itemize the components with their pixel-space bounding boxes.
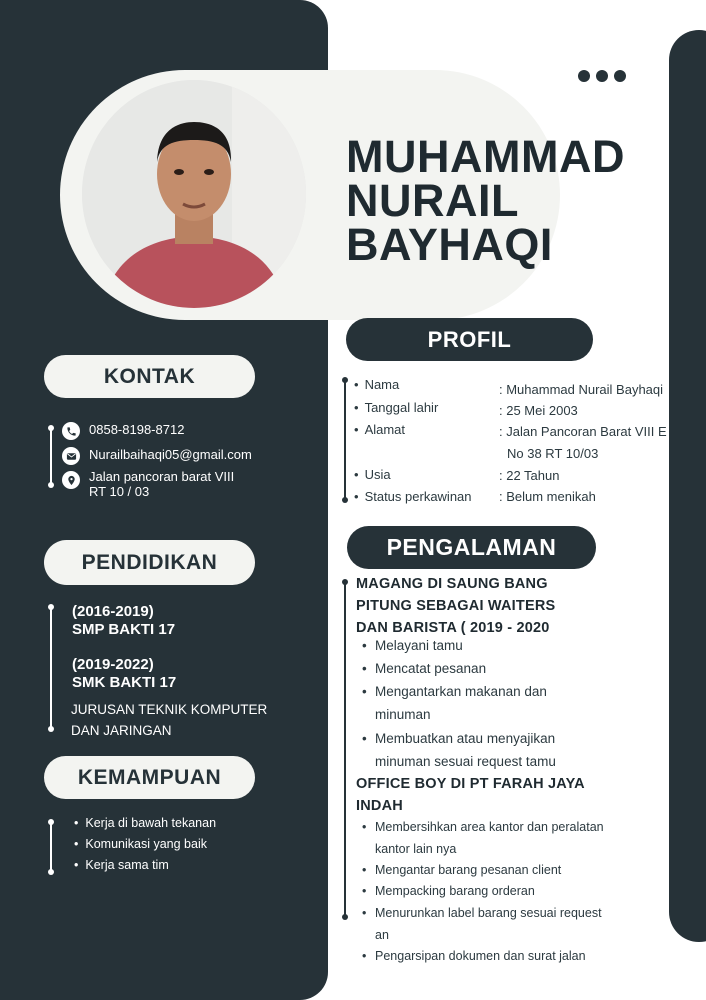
mail-icon xyxy=(62,447,80,465)
profile-photo xyxy=(82,80,306,308)
profile-value-usia: : 22 Tahun xyxy=(499,468,560,483)
name-line-3: BAYHAQI xyxy=(346,219,553,270)
experience-item-text: • Membuatkan atau menyajikan xyxy=(375,731,556,746)
skill-item: • Kerja di bawah tekanan xyxy=(74,816,216,837)
experience-item xyxy=(362,903,602,946)
experience-title-line: PITUNG SEBAGAI WAITERS xyxy=(356,598,556,614)
pendidikan-timeline xyxy=(50,607,52,729)
education-school: SMK BAKTI 17 xyxy=(72,674,177,691)
education-school: SMP BAKTI 17 xyxy=(72,621,176,638)
profile-value-status: : Belum menikah xyxy=(499,489,596,504)
contact-email-text: Nurailbaihaqi05@gmail.com xyxy=(89,447,252,462)
phone-icon xyxy=(62,422,80,440)
skills-list xyxy=(74,816,216,879)
contact-phone-text: 0858-8198-8712 xyxy=(89,422,185,437)
experience-item-text: • Mengantar barang pesanan client xyxy=(375,863,562,877)
location-pin-icon xyxy=(62,471,80,489)
profil-heading: PROFIL xyxy=(346,318,593,361)
experience-item xyxy=(362,727,556,773)
profile-label-usia: • Usia xyxy=(354,467,391,482)
experience-title-line: OFFICE BOY DI PT FARAH JAYA xyxy=(356,776,585,792)
contact-email xyxy=(62,447,252,465)
kemampuan-timeline xyxy=(50,822,52,872)
full-name xyxy=(346,131,625,270)
pengalaman-heading: PENGALAMAN xyxy=(347,526,596,569)
contact-address-line-2: RT 10 / 03 xyxy=(89,484,150,499)
experience-title-2 xyxy=(356,773,585,817)
contact-address xyxy=(62,469,234,499)
profile-label-tanggal-lahir: • Tanggal lahir xyxy=(354,400,438,415)
experience-item-text: • Menurunkan label barang sesuai request xyxy=(375,906,602,920)
skill-item: • Kerja sama tim xyxy=(74,858,216,879)
experience-item xyxy=(362,817,604,860)
contact-address-text xyxy=(89,469,234,499)
experience-title-line: DAN BARISTA ( 2019 - 2020 xyxy=(356,620,550,636)
name-line-1: MUHAMMAD xyxy=(346,131,625,182)
experience-item-text: kantor lain nya xyxy=(375,841,457,856)
education-major-line-1: JURUSAN TEKNIK KOMPUTER xyxy=(71,702,268,717)
education-item-2 xyxy=(72,656,176,692)
education-years: (2019-2022) xyxy=(72,656,154,673)
experience-item-text: • Membersihkan area kantor dan peralatan xyxy=(375,820,604,834)
pengalaman-timeline xyxy=(344,582,346,917)
experience-item xyxy=(362,680,547,726)
kontak-heading: KONTAK xyxy=(44,355,255,398)
experience-title-line: INDAH xyxy=(356,798,403,814)
kemampuan-heading: KEMAMPUAN xyxy=(44,756,255,799)
more-dots-icon xyxy=(578,70,626,82)
experience-item-text: minuman sesuai request tamu xyxy=(375,754,556,769)
right-accent-strip xyxy=(669,30,706,942)
education-years: (2016-2019) xyxy=(72,603,154,620)
experience-item-text: • Mempacking barang orderan xyxy=(375,884,535,898)
profile-value-alamat: : Jalan Pancoran Barat VIII E xyxy=(499,424,667,439)
pendidikan-heading: PENDIDIKAN xyxy=(44,540,255,585)
experience-item-text: minuman xyxy=(375,707,431,722)
experience-item-text: • Mengantarkan makanan dan xyxy=(375,684,547,699)
education-major-line-2: DAN JARINGAN xyxy=(71,723,172,738)
profile-value-nama: : Muhammad Nurail Bayhaqi xyxy=(499,382,664,397)
contact-phone xyxy=(62,422,184,440)
experience-title-1 xyxy=(356,573,555,639)
profile-label-status: • Status perkawinan xyxy=(354,489,472,504)
experience-item xyxy=(362,946,586,968)
kontak-timeline xyxy=(50,428,52,485)
experience-item xyxy=(362,881,535,903)
name-line-2: NURAIL xyxy=(346,175,519,226)
experience-item xyxy=(362,860,561,882)
experience-item-text: an xyxy=(375,927,389,942)
experience-title-line: MAGANG DI SAUNG BANG xyxy=(356,576,548,592)
experience-item-text: • Pengarsipan dokumen dan surat jalan xyxy=(375,949,586,963)
skill-item: • Komunikasi yang baik xyxy=(74,837,216,858)
experience-item-text: • Melayani tamu xyxy=(375,638,463,653)
profile-value-alamat-line-2: No 38 RT 10/03 xyxy=(507,446,599,461)
profile-value-tanggal-lahir: : 25 Mei 2003 xyxy=(499,403,578,418)
experience-item xyxy=(362,657,486,680)
education-major xyxy=(71,699,267,741)
contact-address-line-1: Jalan pancoran barat VIII xyxy=(89,469,235,484)
education-item-1 xyxy=(72,603,175,639)
profil-timeline xyxy=(344,380,346,500)
profile-label-nama: • Nama xyxy=(354,377,399,392)
profile-label-alamat: • Alamat xyxy=(354,422,405,437)
experience-item xyxy=(362,634,463,657)
experience-item-text: • Mencatat pesanan xyxy=(375,661,487,676)
